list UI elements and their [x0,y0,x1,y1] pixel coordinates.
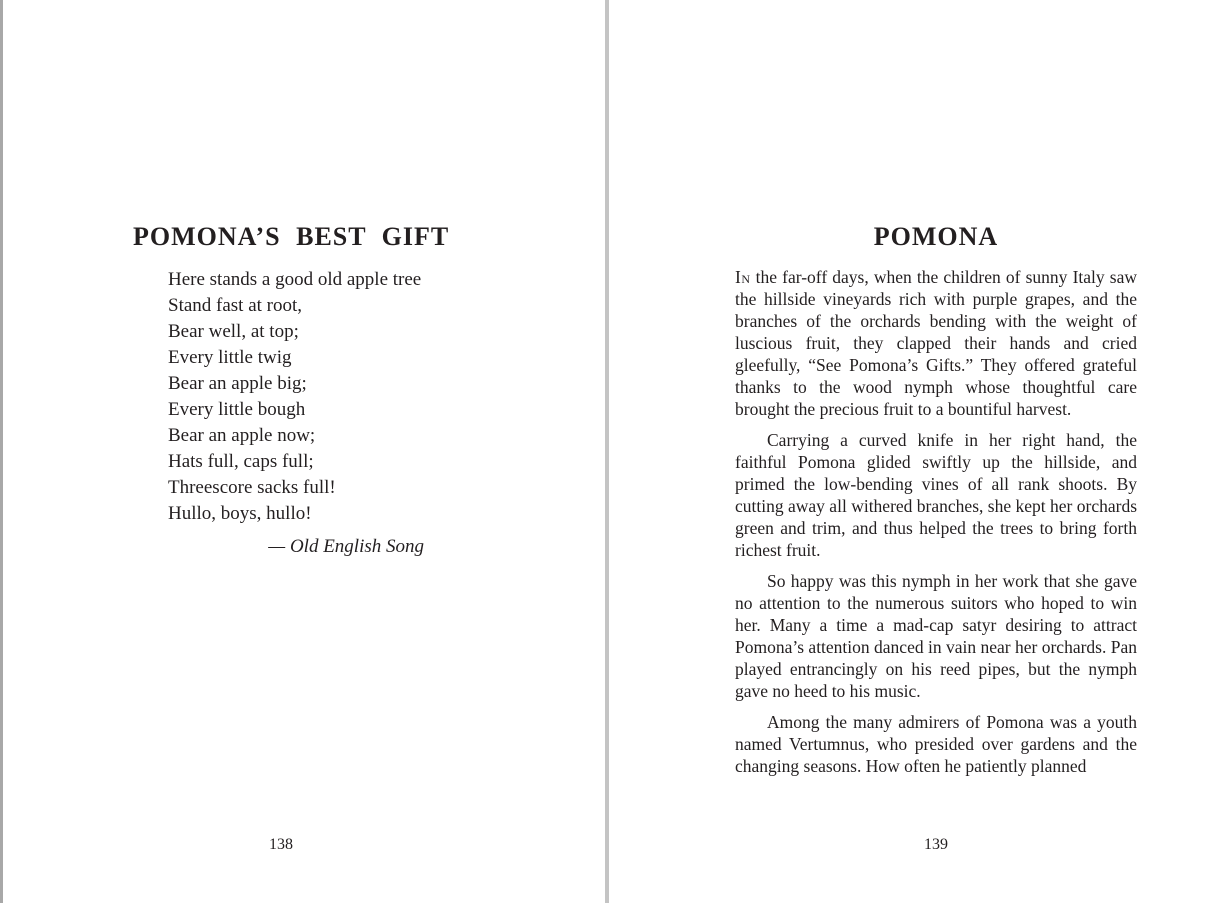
paragraph-text: the far-off days, when the children of sunny Italy saw the hillside vineyards rich with purple grapes, and the branches of the orchards bending with the weight of luscious fruit, they clapped their hands and cried gleefully, “See Pomona’s Gifts.” They offered grateful thanks to the wood nymph whose thoughtful care brought the precious fruit to a bountiful harvest. [735,267,1137,419]
poem-line: Bear well, at top; [168,321,299,342]
paragraph-text: Among the many admirers of Pomona was a youth named Vertumnus, who presided over gardens and the changing seasons. How often he patiently planned [735,712,1137,776]
poem-line: Bear an apple now; [168,425,316,446]
chapter-body [735,266,1137,786]
paragraph [735,266,1137,420]
poem-line: Threescore sacks full! [168,477,336,498]
poem-line: Bear an apple big; [168,373,307,394]
poem-line: Stand fast at root, [168,295,303,316]
left-page-edge-line [0,0,3,903]
poem-block [168,267,424,560]
page-number-left: 138 [269,836,293,853]
poem-line: Every little twig [168,347,292,368]
poem-line: Hullo, boys, hullo! [168,503,312,524]
paragraph-text: Carrying a curved knife in her right hand, the faithful Pomona glided swiftly up the hillside, and primed the low-bending vines of all rank shoots. By cutting away all withered branches, she kept her orchards green and trim, and thus helped the trees to bring forth richest fruit. [735,430,1137,560]
paragraph-lead-in: In [735,267,751,287]
paragraph [735,711,1137,777]
poem-line: Here stands a good old apple tree [168,269,422,290]
paragraph-text: So happy was this nymph in her work that she gave no attention to the numerous suitors who hoped to win her. Many a time a mad-cap satyr desiring to attract Pomona’s attention danced in vain near her orchards. Pan played entrancingly on his reed pipes, but the nymph gave no heed to his music. [735,571,1137,701]
paragraph [735,429,1137,561]
poem-line: Every little bough [168,399,306,420]
page-number-right: 139 [924,836,948,853]
page-gutter-divider [605,0,609,903]
chapter-title: POMONA [873,222,999,251]
poem-title: POMONA’S BEST GIFT [133,222,450,251]
poem-line: Hats full, caps full; [168,451,314,472]
poem-attribution: — Old English Song [268,536,424,557]
paragraph [735,570,1137,702]
